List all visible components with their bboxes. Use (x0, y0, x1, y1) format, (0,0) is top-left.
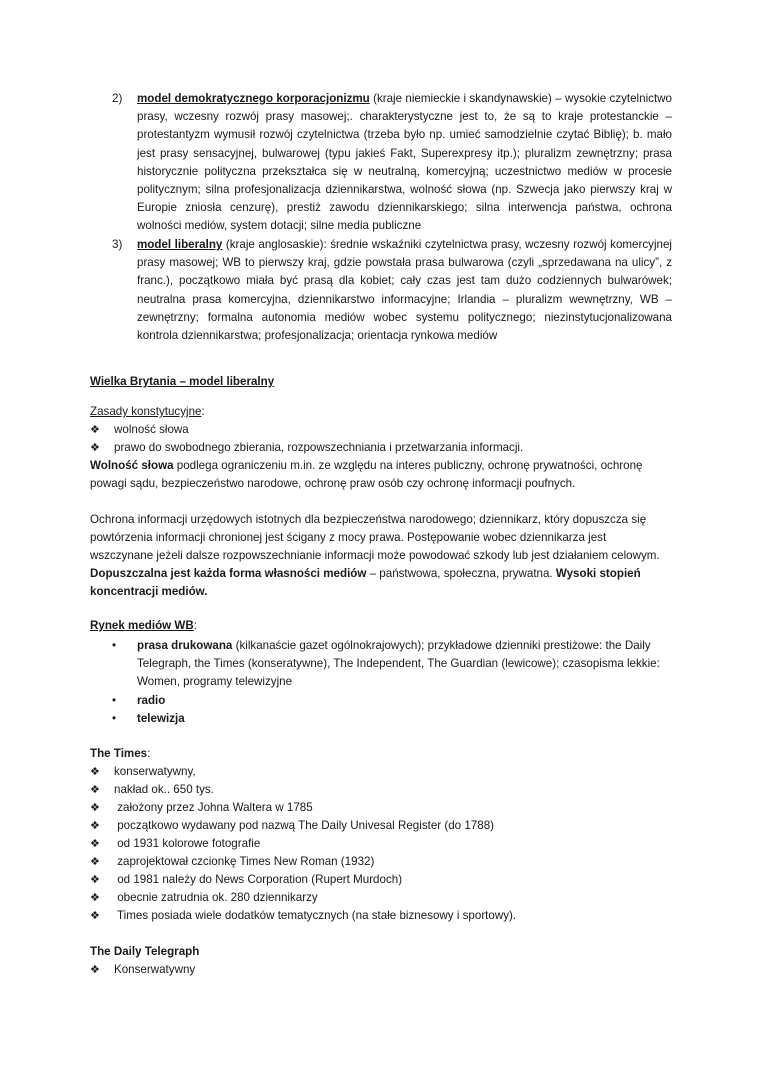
times-item (90, 799, 675, 817)
diamond-bullet-icon: ❖ (90, 837, 100, 850)
diamond-bullet-icon: ❖ (90, 441, 100, 454)
diamond-bullet-icon: ❖ (90, 855, 100, 868)
colon: : (147, 747, 151, 760)
list-item (112, 710, 675, 728)
radio-label: radio (137, 693, 166, 707)
diamond-bullet-icon: ❖ (90, 819, 100, 832)
principles-item (90, 439, 675, 457)
bullet-icon: • (112, 693, 117, 707)
protection-line-2: powtórzenia informacji chronionej jest ścigany z mocy prawa. Postępowanie wobec dziennikarza jest (90, 531, 607, 544)
times-item-text: początkowo wydawany pod nazwą The Daily Univesal Register (do 1788) (114, 819, 495, 832)
protection-line-4 (90, 565, 675, 583)
times-item (90, 907, 675, 925)
list-text (137, 236, 672, 345)
times-item (90, 835, 675, 853)
list-item-model-2 (112, 90, 672, 236)
section-heading-uk: Wielka Brytania – model liberalny (90, 375, 275, 388)
telegraph-item (90, 961, 675, 979)
model-title: model liberalny (137, 238, 223, 251)
press-line-2: Telegraph, the Times (konseratywne), The Independent, The Guardian (lewicowe); czasopisma lekkie: (137, 657, 660, 671)
principles-item-text: prawo do swobodnego zbierania, rozpowszechniania i przetwarzania informacji. (114, 441, 524, 454)
freedom-line-1 (90, 457, 675, 475)
times-item-text: od 1931 kolorowe fotografie (114, 837, 261, 850)
principles-heading-text: Zasady konstytucyjne (90, 405, 202, 418)
colon: : (201, 405, 205, 418)
protection-line-1: Ochrona informacji urzędowych istotnych dla bezpieczeństwa narodowego; dziennikarz, który dopuszcza się (90, 513, 647, 526)
times-item (90, 889, 675, 907)
ownership-bold: Dopuszczalna jest każda forma własności mediów (90, 567, 367, 580)
freedom-text: podlega ograniczeniu m.in. ze względu na interes publiczny, ochronę prywatności, ochronę (173, 459, 643, 472)
diamond-bullet-icon: ❖ (90, 783, 100, 796)
colon: : (193, 619, 197, 632)
model-title: model demokratycznego korporacjonizmu (137, 92, 370, 105)
times-item-text: nakład ok.. 650 tys. (114, 783, 214, 796)
ownership-text: – państwowa, społeczna, prywatna. (366, 567, 556, 580)
principles-item (90, 421, 675, 439)
times-item-text: zaprojektował czcionkę Times New Roman (1932) (114, 855, 375, 868)
times-heading (90, 745, 675, 763)
telegraph-item-text: Konserwatywny (114, 963, 196, 976)
times-item (90, 871, 675, 889)
bullet-icon: • (112, 639, 117, 652)
market-heading-text: Rynek mediów WB (90, 619, 194, 632)
list-number: 3) (112, 238, 123, 251)
market-heading (90, 617, 675, 635)
diamond-bullet-icon: ❖ (90, 765, 100, 778)
list-item (112, 637, 675, 692)
diamond-bullet-icon: ❖ (90, 909, 100, 922)
principles-item-text: wolność słowa (114, 423, 189, 436)
times-item (90, 763, 675, 781)
times-heading-text: The Times (90, 747, 148, 760)
times-item-text: konserwatywny, (114, 765, 196, 778)
model-description: (kraje niemieckie i skandynawskie) – wysokie czytelnictwo prasy, wczesny rozwój prasy masowej;. charakterystyczne jest to, że są to kraje protestanckie – protestantyzm wymusił rozwój czytelnictwa (trzeba było np. umieć samodzielnie czytać Biblię); b. mało jest prasy sensacyjnej, bulwarowej (typu jakieś Fakt, Superexpresy itp.); pluralizm zewnętrzny; prasa historycznie polityczna przekształca się w neutralną, komercyjną; uczestnictwo mediów w procesie politycznym; silna profesjonalizacja dziennikarstwa, wolność słowa (np. Szwecja jako pierwszy kraj w Europie zniosła cenzurę), prestiż zawodu dziennikarskiego; silna interwencja państwa, ochrona wolności mediów, system dotacji; silne media publiczne (137, 92, 672, 233)
list-text (137, 90, 672, 236)
freedom-bold: Wolność słowa (90, 459, 174, 472)
list-number: 2) (112, 92, 123, 105)
concentration-bold: Wysoki stopień (555, 567, 641, 580)
press-line-1 (137, 637, 675, 655)
diamond-bullet-icon: ❖ (90, 963, 100, 976)
times-item (90, 781, 675, 799)
times-item-text: od 1981 należy do News Corporation (Rupert Murdoch) (114, 873, 403, 886)
press-text: (kilkanaście gazet ogólnokrajowych); przykładowe dzienniki prestiżowe: the Daily (232, 639, 651, 652)
protection-line-5: koncentracji mediów. (90, 585, 208, 598)
protection-line-3: wszczynane jeżeli dalsze rozpowszechnianie informacji może powodować szkody lub jest działaniem celowym. (90, 549, 660, 562)
principles-heading (90, 403, 675, 421)
diamond-bullet-icon: ❖ (90, 801, 100, 814)
list-item (112, 692, 675, 710)
tv-label: telewizja (137, 711, 185, 725)
list-item-model-3 (112, 236, 672, 345)
freedom-line-2: powagi sądu, bezpieczeństwo narodowe, ochronę praw osób czy ochronę informacji poufnych. (90, 477, 576, 490)
model-description: (kraje anglosaskie): średnie wskaźniki czytelnictwa prasy, wczesny rozwój komercyjnej prasy masowej; WB to pierwszy kraj, gdzie powstała prasa bulwarowa (czyli „sprzedawana na ulicy”, z franc.), początkowo miała być prasą dla kobiet; cały czas jest tam dużo codziennych bulwarówek; neutralna prasa komercyjna, dziennikarstwo informacyjne; Irlandia – pluralizm wewnętrzny, WB – zewnętrzny; formalna autonomia mediów wobec systemu politycznego; niezinstytucjonalizowana kontrola dziennikarstwa; profesjonalizacja; orientacja rynkowa mediów (137, 238, 673, 343)
times-item-text: Times posiada wiele dodatków tematycznych (na stałe biznesowy i sportowy). (114, 909, 517, 922)
times-item (90, 817, 675, 835)
telegraph-heading: The Daily Telegraph (90, 945, 200, 958)
press-bold: prasa drukowana (137, 639, 233, 652)
times-item (90, 853, 675, 871)
press-line-3: Women, programy telewizyjne (137, 675, 293, 689)
diamond-bullet-icon: ❖ (90, 891, 100, 904)
market-list (112, 637, 675, 728)
bullet-icon: • (112, 711, 117, 725)
diamond-bullet-icon: ❖ (90, 423, 100, 436)
diamond-bullet-icon: ❖ (90, 873, 100, 886)
times-item-text: założony przez Johna Waltera w 1785 (114, 801, 313, 814)
times-item-text: obecnie zatrudnia ok. 280 dziennikarzy (114, 891, 318, 904)
